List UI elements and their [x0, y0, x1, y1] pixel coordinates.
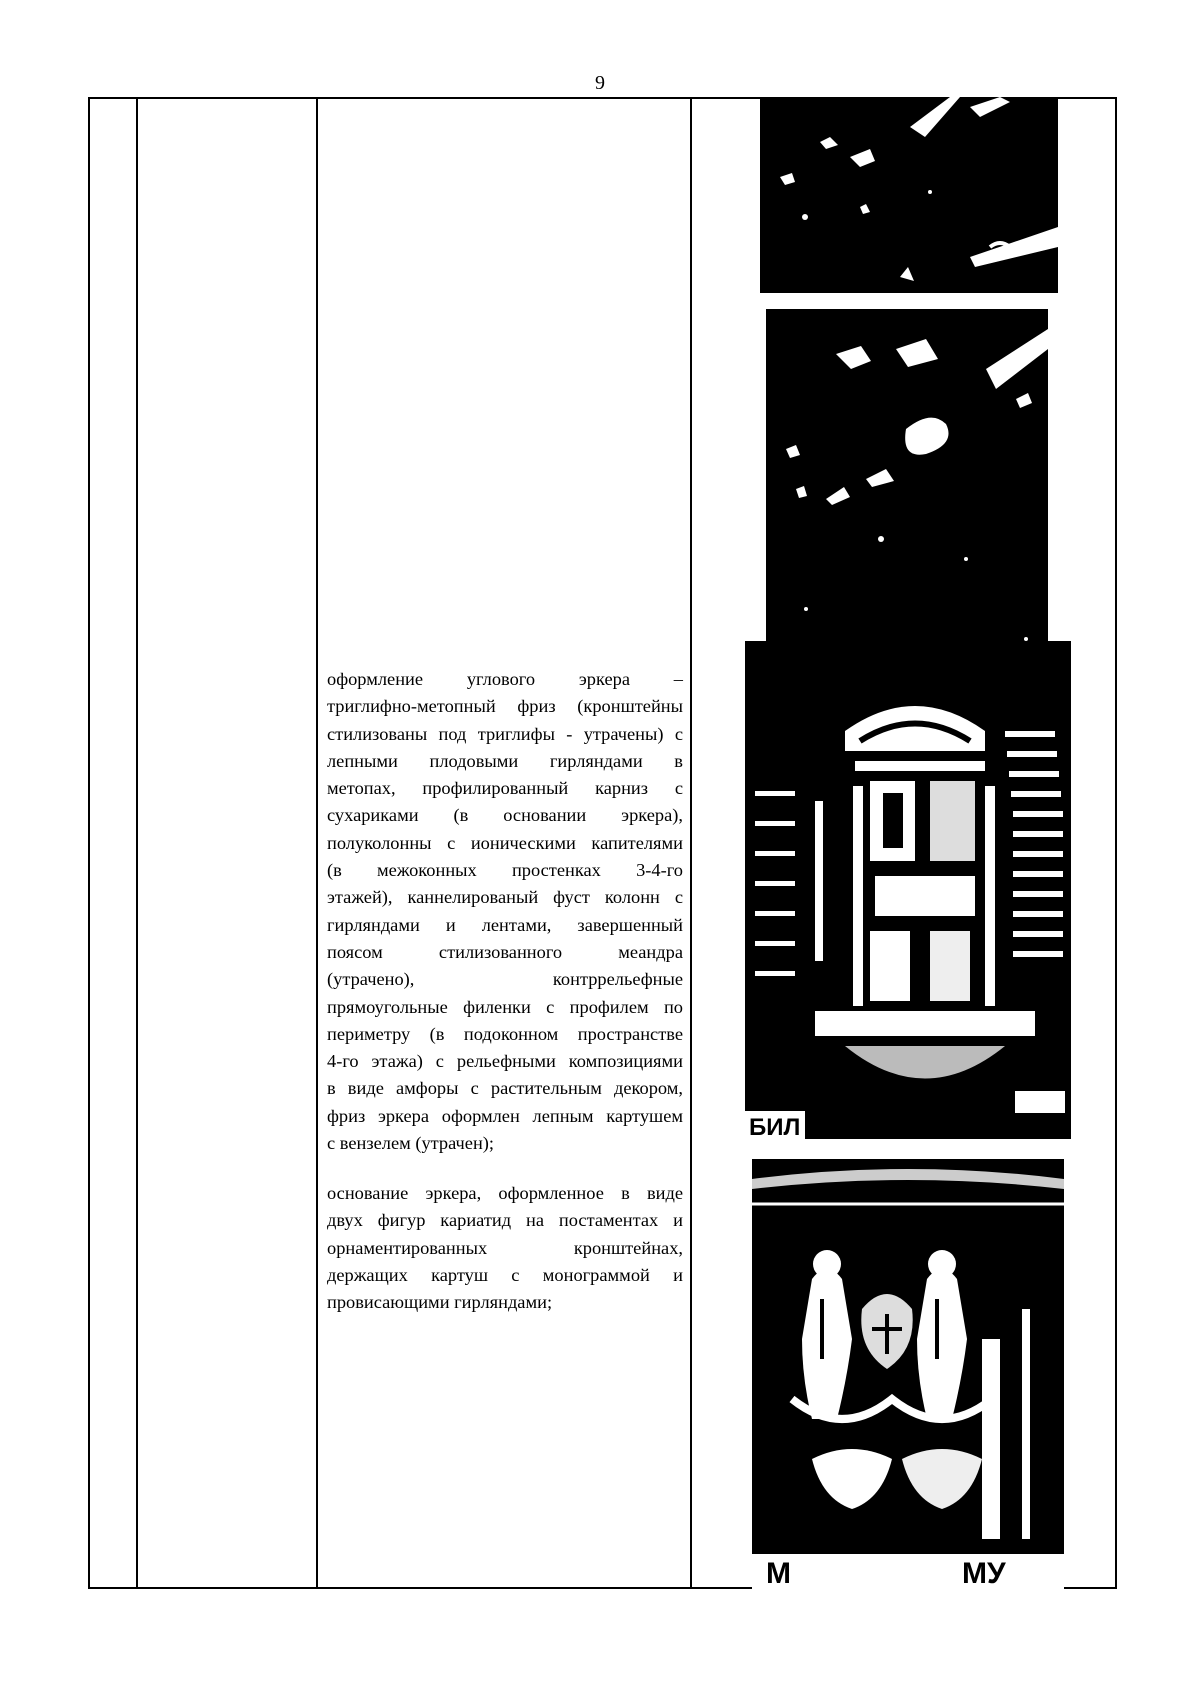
column-divider-3 — [690, 99, 692, 1587]
text-line: сухариками (в основании эркера), — [327, 805, 683, 826]
svg-text:М: М — [766, 1557, 791, 1589]
text-line: фриз эркера оформлен лепным картушем — [327, 1105, 683, 1126]
text-line: поясом стилизованного меандра — [327, 941, 683, 962]
text-line: оформление углового эркера – — [327, 669, 683, 689]
text-line: в виде амфоры с растительным декором, — [327, 1078, 683, 1099]
svg-text:БИЛ: БИЛ — [749, 1114, 801, 1139]
text-line: полуколонны с ионическими капителями — [327, 832, 683, 853]
paragraph-oriel-decoration — [327, 666, 683, 1157]
text-line: лепными плодовыми гирляндами в — [327, 750, 683, 771]
text-line: периметру (в подоконном пространстве — [327, 1023, 683, 1044]
text-line: гирляндами и лентами, завершенный — [327, 914, 683, 935]
text-line: провисающими гирляндами; — [327, 1292, 553, 1313]
text-line: прямоугольные филенки с профилем по — [327, 996, 683, 1017]
text-line: этажей), каннелированый фуст колонн с — [327, 887, 683, 908]
text-line: держащих картуш с монограммой и — [327, 1264, 683, 1285]
facade-photo-oriel — [745, 641, 1071, 1139]
text-line: основание эркера, оформленное в виде — [327, 1183, 683, 1203]
page-number: 9 — [595, 72, 605, 94]
paragraph-oriel-base — [327, 1180, 683, 1316]
text-line: метопах, профилированный карниз с — [327, 778, 683, 799]
facade-photo-second — [766, 309, 1048, 657]
svg-text:МУ: МУ — [962, 1557, 1006, 1589]
text-line: триглифно-метопный фриз (кронштейны — [327, 696, 683, 717]
text-line: двух фигур кариатид на постаментах и — [327, 1210, 683, 1231]
facade-photo-top — [760, 97, 1058, 293]
text-line: стилизованы под триглифы - утрачены) с — [327, 723, 683, 744]
column-divider-2 — [316, 99, 318, 1587]
monument-description-table — [88, 97, 1117, 1589]
column-divider-1 — [136, 99, 138, 1587]
text-line: 4-го этажа) с рельефными композициями — [327, 1051, 683, 1072]
text-line: с вензелем (утрачен); — [327, 1133, 495, 1154]
facade-photo-caryatids — [752, 1159, 1064, 1589]
text-line: (в межоконных простенках 3-4-го — [327, 860, 683, 881]
text-line: орнаментированных кронштейнах, — [327, 1237, 683, 1258]
text-line: (утрачено), контррельефные — [327, 969, 683, 990]
